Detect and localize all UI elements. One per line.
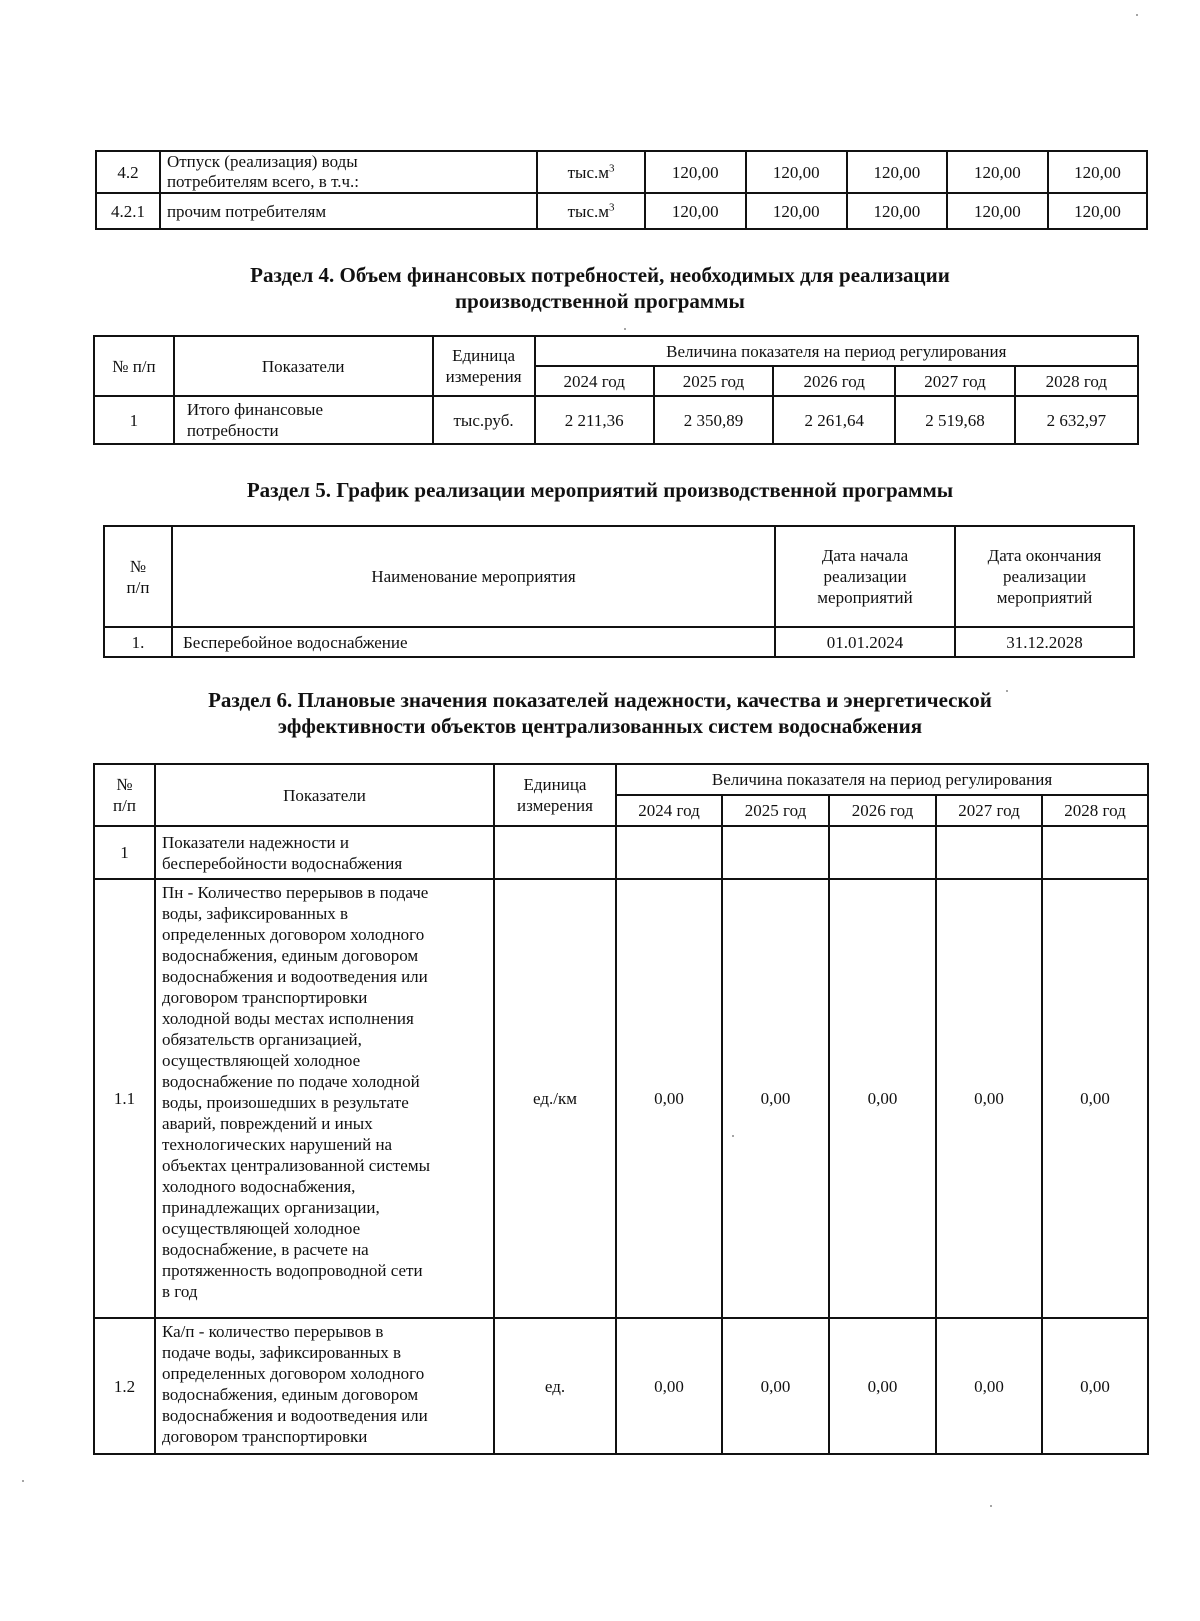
value-cell: 120,00 [847, 151, 947, 193]
section5-title: Раздел 5. График реализации мероприятий производственной программы [246, 478, 954, 502]
row-unit: ед./км [494, 879, 616, 1318]
header-num: № п/п [94, 764, 155, 826]
header-num: № п/п [104, 526, 172, 627]
header-year: 2024 год [535, 366, 654, 396]
scan-speck [22, 1480, 24, 1482]
row-number: 1 [94, 396, 174, 444]
row-unit: ед. [494, 1318, 616, 1454]
value-cell: 120,00 [947, 151, 1048, 193]
value-cell: 120,00 [645, 193, 746, 229]
header-end-date: Дата окончания реализации мероприятий [955, 526, 1134, 627]
row-number: 1.1 [94, 879, 155, 1318]
value-cell: 120,00 [645, 151, 746, 193]
value-cell: 0,00 [936, 879, 1042, 1318]
table-row [94, 1318, 1148, 1454]
row-name: прочим потребителям [160, 193, 537, 229]
row-number: 4.2 [96, 151, 160, 193]
empty-cell [616, 826, 722, 879]
value-cell: 0,00 [936, 1318, 1042, 1454]
header-year: 2026 год [829, 795, 936, 826]
header-unit: Единица измерения [494, 764, 616, 826]
value-cell: 2 519,68 [895, 396, 1014, 444]
header-year: 2027 год [895, 366, 1014, 396]
empty-cell [1042, 826, 1148, 879]
empty-cell [829, 826, 936, 879]
table-row [94, 396, 1138, 444]
header-year: 2028 год [1042, 795, 1148, 826]
row-number: 1 [94, 826, 155, 879]
row-number: 1. [104, 627, 172, 657]
scan-speck [990, 1505, 992, 1507]
header-name: Наименование мероприятия [172, 526, 775, 627]
header-year: 2028 год [1015, 366, 1138, 396]
value-cell: 0,00 [616, 879, 722, 1318]
value-cell: 120,00 [1048, 151, 1147, 193]
header-indicators: Показатели [174, 336, 433, 396]
table-row [96, 193, 1147, 229]
scan-speck [1136, 14, 1138, 16]
water-supply-table [95, 150, 1148, 230]
header-year: 2027 год [936, 795, 1042, 826]
section6-title: Раздел 6. Плановые значения показателей надежности, качества и энергетической эффективности объектов централизованных систем водоснабжения [208, 688, 992, 738]
scan-speck [624, 328, 626, 330]
value-cell: 0,00 [1042, 1318, 1148, 1454]
row-unit: $тыс.м^3$ [537, 193, 644, 229]
row-name: Ка/п - количество перерывов в подаче воды, зафиксированных в определенных договором холодного водоснабжения, единым договором водоснабжения и водоотведения или договором транспортировки [155, 1318, 494, 1454]
header-row [104, 526, 1134, 627]
value-cell: 0,00 [616, 1318, 722, 1454]
table-row [94, 879, 1148, 1318]
row-unit: тыс.руб. [433, 396, 535, 444]
header-year: 2026 год [773, 366, 895, 396]
section4-title: Раздел 4. Объем финансовых потребностей, необходимых для реализации производственной программы [250, 263, 950, 313]
value-cell: 0,00 [722, 1318, 829, 1454]
empty-cell [722, 826, 829, 879]
value-cell: 120,00 [1048, 193, 1147, 229]
row-name: Пн - Количество перерывов в подаче воды, зафиксированных в определенных договором холодного водоснабжения, единым договором водоснабжения и водоотведения или договором транспортировки холодной воды местах исполнения обязательств организацией, осуществляющей холодное водоснабжение по подаче холодной воды, произошедших в результате аварий, повреждений и иных технологических нарушений на объектах централизованной системы холодного водоснабжения, принадлежащих организации, осуществляющей холодное водоснабжение, в расчете на протяженность водопроводной сети в год [155, 879, 494, 1318]
table-row [94, 826, 1148, 879]
financial-needs-table [93, 335, 1139, 445]
empty-cell [494, 826, 616, 879]
table-row [104, 627, 1134, 657]
header-row [94, 764, 1148, 795]
scan-speck [1006, 690, 1008, 692]
value-cell: 120,00 [847, 193, 947, 229]
header-row [94, 336, 1138, 366]
value-cell: 120,00 [746, 151, 847, 193]
header-period: Величина показателя на период регулирования [616, 764, 1148, 795]
value-cell: 120,00 [746, 193, 847, 229]
row-name: Итого финансовые потребности [174, 396, 433, 444]
header-year: 2025 год [654, 366, 773, 396]
reliability-table [93, 763, 1149, 1455]
value-cell: 0,00 [722, 879, 829, 1318]
row-unit: $тыс.м^3$ [537, 151, 644, 193]
row-name: Бесперебойное водоснабжение [172, 627, 775, 657]
empty-cell [936, 826, 1042, 879]
scan-speck [732, 1135, 734, 1137]
row-end-date: 31.12.2028 [955, 627, 1134, 657]
value-cell: 0,00 [829, 1318, 936, 1454]
row-number: 4.2.1 [96, 193, 160, 229]
value-cell: 120,00 [947, 193, 1048, 229]
schedule-table [103, 525, 1135, 658]
value-cell: 0,00 [1042, 879, 1148, 1318]
row-start-date: 01.01.2024 [775, 627, 955, 657]
header-period: Величина показателя на период регулирования [535, 336, 1138, 366]
header-num: № п/п [94, 336, 174, 396]
value-cell: 0,00 [829, 879, 936, 1318]
value-cell: 2 261,64 [773, 396, 895, 444]
table-row [96, 151, 1147, 193]
header-year: 2024 год [616, 795, 722, 826]
row-name: Показатели надежности и бесперебойности водоснабжения [155, 826, 494, 879]
header-unit: Единица измерения [433, 336, 535, 396]
value-cell: 2 632,97 [1015, 396, 1138, 444]
row-name: Отпуск (реализация) воды потребителям всего, в т.ч.: [160, 151, 537, 193]
value-cell: 2 211,36 [535, 396, 654, 444]
value-cell: 2 350,89 [654, 396, 773, 444]
row-number: 1.2 [94, 1318, 155, 1454]
header-indicators: Показатели [155, 764, 494, 826]
header-year: 2025 год [722, 795, 829, 826]
header-start-date: Дата начала реализации мероприятий [775, 526, 955, 627]
